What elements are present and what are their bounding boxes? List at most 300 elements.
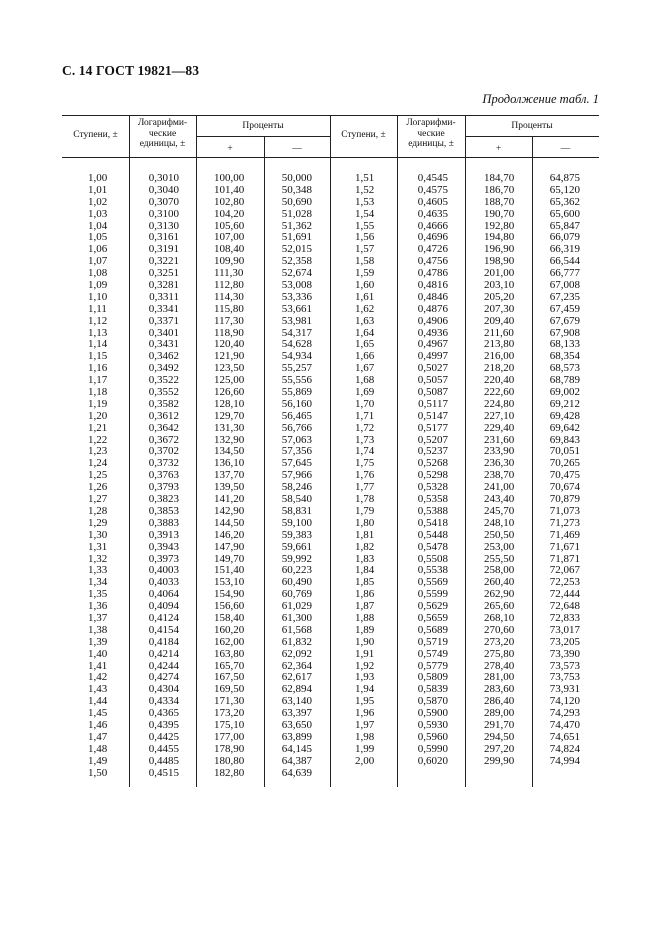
table-cell: 297,20 bbox=[484, 742, 515, 755]
table-cell: 112,80 bbox=[214, 279, 244, 292]
column-divider bbox=[330, 115, 331, 787]
table-cell: 196,90 bbox=[484, 243, 515, 256]
column-divider bbox=[129, 115, 130, 787]
table-cell: 125,00 bbox=[214, 374, 245, 387]
table-cell: 139,50 bbox=[214, 481, 245, 494]
table-cell: 0,5087 bbox=[417, 386, 448, 399]
table-cell: 1,73 bbox=[355, 433, 375, 446]
table-cell: 0,4395 bbox=[148, 718, 179, 731]
table-cell: 134,50 bbox=[214, 445, 245, 458]
table-cell: 0,4575 bbox=[417, 183, 448, 196]
table-cell: 0,4696 bbox=[417, 231, 448, 244]
table-cell: 0,4816 bbox=[417, 279, 448, 292]
table-cell: 0,4936 bbox=[417, 326, 448, 339]
table-cell: 0,5508 bbox=[417, 552, 448, 565]
table-cell: 1,55 bbox=[355, 219, 375, 232]
table-cell: 129,70 bbox=[214, 409, 245, 422]
table-cell: 0,3582 bbox=[148, 397, 179, 410]
table-cell: 0,3913 bbox=[148, 528, 179, 541]
table-cell: 0,3853 bbox=[148, 504, 179, 517]
table-cell: 61,832 bbox=[281, 635, 312, 648]
table-cell: 74,651 bbox=[549, 730, 580, 743]
table-cell: 241,00 bbox=[484, 481, 515, 494]
table-cell: 62,092 bbox=[281, 647, 312, 660]
table-cell: 1,24 bbox=[88, 457, 108, 470]
table-cell: 126,60 bbox=[214, 386, 245, 399]
table-cell: 1,19 bbox=[88, 397, 108, 410]
table-cell: 1,97 bbox=[355, 718, 375, 731]
table-cell: 289,00 bbox=[484, 707, 515, 720]
table-cell: 1,47 bbox=[88, 730, 108, 743]
table-cell: 0,3401 bbox=[148, 326, 179, 339]
table-cell: 54,317 bbox=[281, 326, 312, 339]
table-cell: 53,008 bbox=[281, 279, 312, 292]
page-header: С. 14 ГОСТ 19821—83 bbox=[62, 63, 200, 78]
table-cell: 73,205 bbox=[549, 635, 580, 648]
table-cell: 1,33 bbox=[88, 564, 108, 577]
table-cell: 1,18 bbox=[88, 386, 108, 399]
table-cell: 70,879 bbox=[549, 493, 580, 506]
table-cell: 73,017 bbox=[549, 623, 580, 636]
table-cell: 50,690 bbox=[281, 195, 312, 208]
table-cell: 0,5809 bbox=[417, 671, 448, 684]
table-cell: 65,362 bbox=[549, 195, 580, 208]
table-cell: 1,67 bbox=[355, 362, 375, 375]
table-cell: 51,362 bbox=[281, 219, 312, 232]
table-cell: 1,00 bbox=[88, 172, 108, 184]
table-cell: 0,5870 bbox=[417, 695, 448, 708]
table-cell: 0,5117 bbox=[418, 397, 448, 410]
table-cell: 0,5569 bbox=[417, 576, 448, 589]
table-cell: 1,46 bbox=[88, 718, 108, 731]
table-cell: 0,5177 bbox=[417, 421, 448, 434]
table-cell: 73,573 bbox=[549, 659, 580, 672]
table-cell: 283,60 bbox=[484, 683, 515, 696]
header-percent: Проценты bbox=[242, 121, 284, 131]
table-cell: 216,00 bbox=[484, 350, 515, 363]
table-cell: 69,212 bbox=[549, 397, 580, 410]
table-cell: 1,15 bbox=[88, 350, 108, 363]
table-cell: 57,063 bbox=[281, 433, 312, 446]
table-cell: 0,3823 bbox=[148, 493, 179, 506]
table-cell: 1,78 bbox=[355, 493, 375, 506]
table-cell: 69,843 bbox=[549, 433, 580, 446]
table-cell: 1,37 bbox=[88, 611, 108, 624]
table-cell: 50,000 bbox=[281, 172, 312, 184]
table-cell: 104,20 bbox=[214, 207, 245, 220]
table-cell: 0,3642 bbox=[148, 421, 179, 434]
table-cell: 218,20 bbox=[484, 362, 515, 375]
table-cell: 238,70 bbox=[484, 469, 515, 482]
table-cell: 68,354 bbox=[549, 350, 580, 363]
table-cell: 73,931 bbox=[549, 683, 580, 696]
table-cell: 115,80 bbox=[214, 302, 244, 315]
table-cell: 162,00 bbox=[214, 635, 245, 648]
table-cell: 1,11 bbox=[88, 302, 107, 315]
table-cell: 123,50 bbox=[214, 362, 245, 375]
right-log-units-column bbox=[408, 173, 448, 768]
table-caption: Продолжение табл. 1 bbox=[482, 92, 599, 106]
table-cell: 70,265 bbox=[549, 457, 580, 470]
table-cell: 0,5990 bbox=[417, 742, 448, 755]
table-cell: 262,90 bbox=[484, 588, 515, 601]
table-cell: 0,4666 bbox=[417, 219, 448, 232]
header-steps: Ступени, ± bbox=[341, 130, 386, 140]
table-cell: 1,84 bbox=[355, 564, 375, 577]
table-cell: 227,10 bbox=[484, 409, 515, 422]
table-cell: 0,4334 bbox=[148, 695, 179, 708]
table-cell: 55,869 bbox=[281, 386, 312, 399]
table-cell: 184,70 bbox=[484, 172, 515, 184]
table-cell: 0,4365 bbox=[148, 707, 179, 720]
table-cell: 141,20 bbox=[214, 493, 245, 506]
header-plus: + bbox=[495, 144, 502, 154]
table-cell: 0,5237 bbox=[417, 445, 448, 458]
table-cell: 243,40 bbox=[484, 493, 515, 506]
table-cell: 260,40 bbox=[484, 576, 515, 589]
table-cell: 175,10 bbox=[214, 718, 245, 731]
table-cell: 58,246 bbox=[281, 481, 312, 494]
table-cell: 211,60 bbox=[484, 326, 514, 339]
table-cell: 1,02 bbox=[88, 195, 108, 208]
table-cell: 1,16 bbox=[88, 362, 108, 375]
table-cell: 66,079 bbox=[549, 231, 580, 244]
table-cell: 59,100 bbox=[281, 516, 312, 529]
table-cell: 0,4635 bbox=[417, 207, 448, 220]
table-cell: 64,387 bbox=[281, 754, 312, 767]
table-cell: 1,96 bbox=[355, 707, 375, 720]
percent-header-rule-left bbox=[196, 136, 330, 137]
table-cell: 1,79 bbox=[355, 504, 375, 517]
table-cell: 205,20 bbox=[484, 290, 515, 303]
table-cell: 0,5448 bbox=[417, 528, 448, 541]
table-cell: 0,3702 bbox=[148, 445, 179, 458]
table-cell: 0,4545 bbox=[417, 172, 448, 184]
table-cell: 67,008 bbox=[549, 279, 580, 292]
table-cell: 121,90 bbox=[214, 350, 245, 363]
table-cell: 1,36 bbox=[88, 600, 108, 613]
table-cell: 74,120 bbox=[549, 695, 580, 708]
table-cell: 74,470 bbox=[549, 718, 580, 731]
table-cell: 213,80 bbox=[484, 338, 515, 351]
right-plus-column bbox=[484, 173, 514, 768]
table-cell: 64,875 bbox=[549, 172, 580, 184]
table-cell: 0,3191 bbox=[148, 243, 179, 256]
table-cell: 0,4846 bbox=[417, 290, 448, 303]
table-cell: 1,20 bbox=[88, 409, 108, 422]
table-cell: 63,899 bbox=[281, 730, 312, 743]
table-cell: 0,5960 bbox=[417, 730, 448, 743]
table-cell: 72,833 bbox=[549, 611, 580, 624]
table-cell: 102,80 bbox=[214, 195, 245, 208]
table-cell: 61,029 bbox=[281, 600, 312, 613]
table-cell: 56,766 bbox=[281, 421, 312, 434]
table-cell: 201,00 bbox=[484, 267, 515, 280]
table-cell: 190,70 bbox=[484, 207, 515, 220]
table-cell: 0,3883 bbox=[148, 516, 179, 529]
table-cell: 0,5538 bbox=[417, 564, 448, 577]
table-cell: 180,80 bbox=[214, 754, 245, 767]
table-cell: 158,40 bbox=[214, 611, 245, 624]
table-cell: 224,80 bbox=[484, 397, 515, 410]
table-cell: 1,95 bbox=[355, 695, 375, 708]
table-cell: 111,30 bbox=[214, 267, 244, 280]
table-cell: 70,475 bbox=[549, 469, 580, 482]
table-cell: 255,50 bbox=[484, 552, 515, 565]
table-cell: 1,82 bbox=[355, 540, 375, 553]
table-cell: 154,90 bbox=[214, 588, 245, 601]
table-cell: 0,3492 bbox=[148, 362, 179, 375]
table-cell: 0,3221 bbox=[148, 255, 179, 268]
table-cell: 101,40 bbox=[214, 183, 245, 196]
table-cell: 275,80 bbox=[484, 647, 515, 660]
table-cell: 163,80 bbox=[214, 647, 245, 660]
table-cell: 68,133 bbox=[549, 338, 580, 351]
table-cell: 1,57 bbox=[355, 243, 375, 256]
table-cell: 0,5930 bbox=[417, 718, 448, 731]
table-cell: 0,3010 bbox=[148, 172, 179, 184]
table-cell: 1,40 bbox=[88, 647, 108, 660]
table-cell: 71,671 bbox=[549, 540, 580, 553]
table-cell: 1,05 bbox=[88, 231, 108, 244]
table-cell: 1,88 bbox=[355, 611, 375, 624]
table-cell: 120,40 bbox=[214, 338, 245, 351]
table-cell: 231,60 bbox=[484, 433, 515, 446]
table-cell: 1,14 bbox=[88, 338, 108, 351]
table-cell: 0,5298 bbox=[417, 469, 448, 482]
table-cell: 144,50 bbox=[214, 516, 245, 529]
table-cell: 59,661 bbox=[281, 540, 312, 553]
table-cell: 0,3371 bbox=[148, 314, 179, 327]
table-cell: 68,573 bbox=[549, 362, 580, 375]
table-cell: 0,4455 bbox=[148, 742, 179, 755]
table-cell: 0,4515 bbox=[148, 766, 179, 779]
table-cell: 1,04 bbox=[88, 219, 108, 232]
table-cell: 1,35 bbox=[88, 588, 108, 601]
table-cell: 0,4094 bbox=[148, 600, 179, 613]
column-divider bbox=[532, 136, 533, 787]
table-cell: 65,847 bbox=[549, 219, 580, 232]
table-cell: 1,22 bbox=[88, 433, 108, 446]
table-cell: 186,70 bbox=[484, 183, 515, 196]
table-cell: 142,90 bbox=[214, 504, 245, 517]
left-steps-column bbox=[88, 173, 107, 779]
table-cell: 1,41 bbox=[88, 659, 108, 672]
table-cell: 105,60 bbox=[214, 219, 245, 232]
table-cell: 0,4997 bbox=[417, 350, 448, 363]
table-cell: 1,52 bbox=[355, 183, 375, 196]
table-cell: 0,3943 bbox=[148, 540, 179, 553]
table-cell: 1,07 bbox=[88, 255, 108, 268]
table-cell: 1,77 bbox=[355, 481, 375, 494]
table-cell: 0,5358 bbox=[417, 493, 448, 506]
table-cell: 52,358 bbox=[281, 255, 312, 268]
table-cell: 286,40 bbox=[484, 695, 515, 708]
table-cell: 52,015 bbox=[281, 243, 312, 256]
table-cell: 0,3672 bbox=[148, 433, 179, 446]
table-cell: 1,43 bbox=[88, 683, 108, 696]
table-cell: 291,70 bbox=[484, 718, 515, 731]
table-cell: 177,00 bbox=[214, 730, 245, 743]
table-cell: 1,72 bbox=[355, 421, 375, 434]
table-cell: 0,4033 bbox=[148, 576, 179, 589]
table-cell: 173,20 bbox=[214, 707, 245, 720]
table-cell: 68,789 bbox=[549, 374, 580, 387]
table-cell: 59,383 bbox=[281, 528, 312, 541]
table-cell: 1,12 bbox=[88, 314, 108, 327]
table-cell: 64,145 bbox=[281, 742, 312, 755]
table-cell: 0,4967 bbox=[417, 338, 448, 351]
table-cell: 52,674 bbox=[281, 267, 312, 280]
table-cell: 1,64 bbox=[355, 326, 375, 339]
table-cell: 250,50 bbox=[484, 528, 515, 541]
table-cell: 0,3040 bbox=[148, 183, 179, 196]
table-cell: 1,03 bbox=[88, 207, 108, 220]
table-cell: 1,83 bbox=[355, 552, 375, 565]
table-cell: 73,390 bbox=[549, 647, 580, 660]
table-cell: 74,994 bbox=[549, 754, 580, 767]
table-cell: 67,459 bbox=[549, 302, 580, 315]
table-cell: 1,93 bbox=[355, 671, 375, 684]
table-cell: 63,650 bbox=[281, 718, 312, 731]
table-cell: 0,4485 bbox=[148, 754, 179, 767]
table-cell: 1,65 bbox=[355, 338, 375, 351]
table-cell: 188,70 bbox=[484, 195, 515, 208]
table-cell: 117,30 bbox=[214, 314, 244, 327]
table-cell: 236,30 bbox=[484, 457, 515, 470]
table-cell: 0,3431 bbox=[148, 338, 179, 351]
table-cell: 1,87 bbox=[355, 600, 375, 613]
table-cell: 0,4756 bbox=[417, 255, 448, 268]
table-cell: 1,62 bbox=[355, 302, 375, 315]
table-cell: 1,94 bbox=[355, 683, 375, 696]
table-cell: 0,5268 bbox=[417, 457, 448, 470]
column-divider bbox=[196, 115, 197, 787]
table-cell: 1,44 bbox=[88, 695, 108, 708]
table-cell: 0,4906 bbox=[417, 314, 448, 327]
table-cell: 0,5779 bbox=[417, 659, 448, 672]
table-cell: 1,91 bbox=[355, 647, 375, 660]
table-cell: 2,00 bbox=[355, 754, 375, 767]
table-cell: 1,59 bbox=[355, 267, 375, 280]
table-cell: 0,3251 bbox=[148, 267, 179, 280]
table-cell: 1,06 bbox=[88, 243, 108, 256]
table-cell: 0,3100 bbox=[148, 207, 179, 220]
table-cell: 0,5749 bbox=[417, 647, 448, 660]
table-cell: 128,10 bbox=[214, 397, 245, 410]
table-cell: 281,00 bbox=[484, 671, 515, 684]
table-cell: 57,966 bbox=[281, 469, 312, 482]
table-cell: 1,80 bbox=[355, 516, 375, 529]
table-cell: 1,85 bbox=[355, 576, 375, 589]
table-cell: 67,679 bbox=[549, 314, 580, 327]
table-cell: 1,32 bbox=[88, 552, 108, 565]
table-cell: 71,273 bbox=[549, 516, 580, 529]
table-cell: 53,336 bbox=[281, 290, 312, 303]
table-cell: 192,80 bbox=[484, 219, 515, 232]
right-minus-column bbox=[540, 173, 580, 768]
table-cell: 198,90 bbox=[484, 255, 515, 268]
table-cell: 74,293 bbox=[549, 707, 580, 720]
table-cell: 299,90 bbox=[484, 754, 515, 767]
table-cell: 1,17 bbox=[88, 374, 108, 387]
table-cell: 0,3612 bbox=[148, 409, 179, 422]
table-cell: 0,5719 bbox=[417, 635, 448, 648]
table-cell: 265,60 bbox=[484, 600, 515, 613]
table-cell: 69,642 bbox=[549, 421, 580, 434]
table-cell: 1,28 bbox=[88, 504, 108, 517]
table-cell: 108,40 bbox=[214, 243, 245, 256]
table-cell: 114,30 bbox=[214, 290, 244, 303]
table-cell: 1,50 bbox=[88, 766, 108, 779]
table-cell: 69,002 bbox=[549, 386, 580, 399]
table-cell: 0,5659 bbox=[417, 611, 448, 624]
table-cell: 67,908 bbox=[549, 326, 580, 339]
table-cell: 65,600 bbox=[549, 207, 580, 220]
table-cell: 0,3763 bbox=[148, 469, 179, 482]
table-cell: 0,4304 bbox=[148, 683, 179, 696]
table-cell: 0,5027 bbox=[417, 362, 448, 375]
table-cell: 146,20 bbox=[214, 528, 245, 541]
table-cell: 165,70 bbox=[214, 659, 245, 672]
table-cell: 69,428 bbox=[549, 409, 580, 422]
table-cell: 245,70 bbox=[484, 504, 515, 517]
table-cell: 65,120 bbox=[549, 183, 580, 196]
right-steps-column bbox=[355, 173, 374, 768]
table-cell: 1,99 bbox=[355, 742, 375, 755]
table-cell: 1,56 bbox=[355, 231, 375, 244]
table-cell: 0,5207 bbox=[417, 433, 448, 446]
table-cell: 54,934 bbox=[281, 350, 312, 363]
table-cell: 0,3130 bbox=[148, 219, 179, 232]
table-cell: 1,38 bbox=[88, 623, 108, 636]
table-cell: 160,20 bbox=[214, 623, 245, 636]
table-cell: 53,661 bbox=[281, 302, 312, 315]
table-cell: 72,253 bbox=[549, 576, 580, 589]
table-cell: 222,60 bbox=[484, 386, 515, 399]
table-cell: 100,00 bbox=[214, 172, 245, 184]
table-cell: 1,51 bbox=[355, 172, 375, 184]
header-minus: — bbox=[560, 144, 571, 154]
table-cell: 0,5599 bbox=[417, 588, 448, 601]
column-divider bbox=[397, 115, 398, 787]
table-cell: 153,10 bbox=[214, 576, 245, 589]
table-cell: 1,49 bbox=[88, 754, 108, 767]
table-cell: 53,981 bbox=[281, 314, 312, 327]
table-cell: 1,71 bbox=[355, 409, 375, 422]
table-cell: 58,540 bbox=[281, 493, 312, 506]
table-cell: 0,4425 bbox=[148, 730, 179, 743]
left-plus-column bbox=[214, 173, 244, 779]
table-cell: 74,824 bbox=[549, 742, 580, 755]
column-divider bbox=[465, 115, 466, 787]
table-cell: 194,80 bbox=[484, 231, 515, 244]
table-cell: 1,90 bbox=[355, 635, 375, 648]
table-cell: 1,81 bbox=[355, 528, 375, 541]
table-cell: 1,70 bbox=[355, 397, 375, 410]
table-cell: 1,66 bbox=[355, 350, 375, 363]
table-cell: 66,319 bbox=[549, 243, 580, 256]
table-cell: 62,617 bbox=[281, 671, 312, 684]
table-cell: 273,20 bbox=[484, 635, 515, 648]
table-cell: 1,76 bbox=[355, 469, 375, 482]
table-cell: 0,3973 bbox=[148, 552, 179, 565]
table-cell: 151,40 bbox=[214, 564, 245, 577]
table-cell: 1,31 bbox=[88, 540, 108, 553]
table-cell: 63,397 bbox=[281, 707, 312, 720]
table-cell: 178,90 bbox=[214, 742, 245, 755]
table-cell: 66,777 bbox=[549, 267, 580, 280]
